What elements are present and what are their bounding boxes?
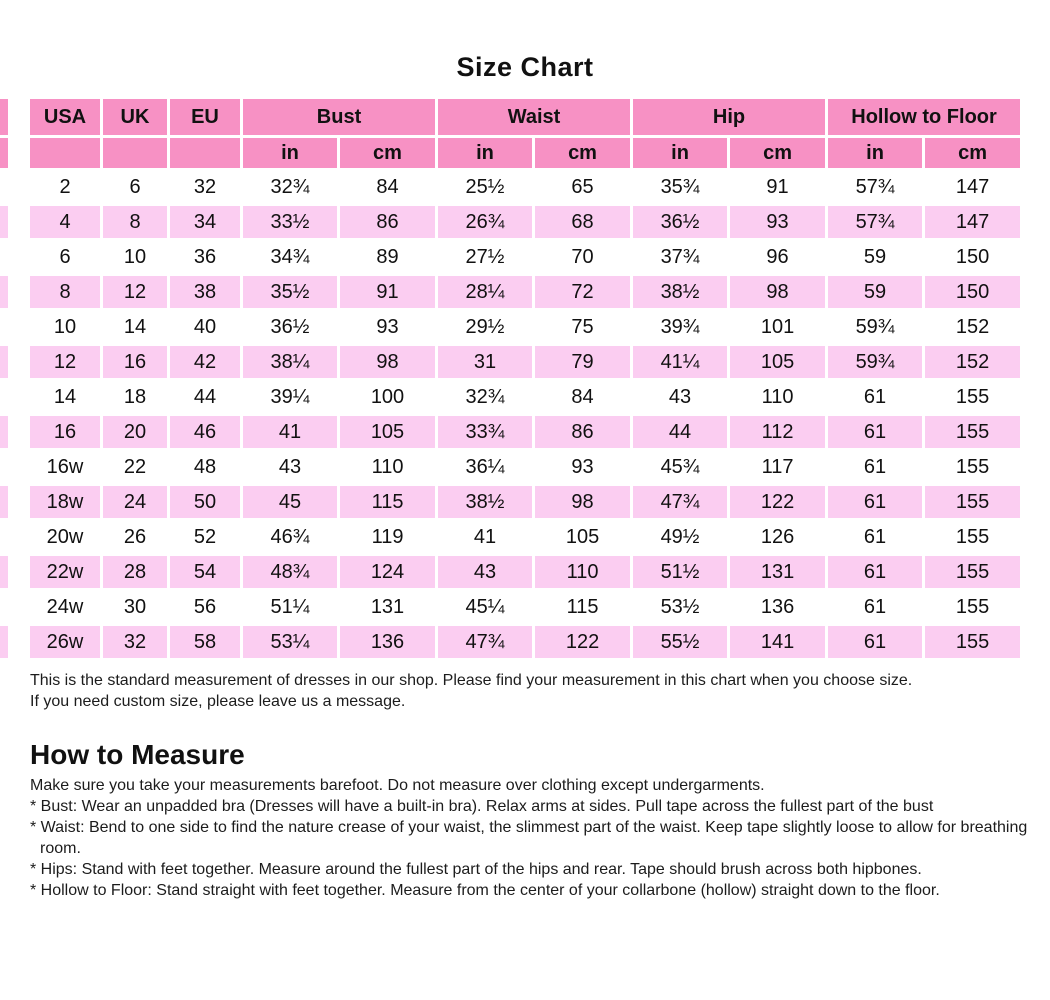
size-cell: 33½	[243, 206, 337, 238]
col-header-hollow-to-floor: Hollow to Floor	[828, 99, 1020, 135]
size-row-4	[30, 206, 1020, 238]
size-cell: 98	[730, 276, 825, 308]
size-row-10	[30, 311, 1020, 343]
size-cell: 84	[340, 171, 435, 203]
col-header-eu: EU	[170, 99, 240, 135]
size-cell: 61	[828, 556, 922, 588]
col-header-waist: Waist	[438, 99, 630, 135]
size-cell: 155	[925, 486, 1020, 518]
size-cell: 68	[535, 206, 630, 238]
size-cell: 136	[340, 626, 435, 658]
size-cell: 31	[438, 346, 532, 378]
edge-strip-segment	[0, 276, 8, 308]
size-cell: 39¾	[633, 311, 727, 343]
size-cell: 155	[925, 556, 1020, 588]
note-line-1: This is the standard measurement of dresses in our shop. Please find your measurement in this chart when you choose size.	[30, 672, 913, 689]
size-cell: 27½	[438, 241, 532, 273]
size-cell: 61	[828, 381, 922, 413]
size-cell: 38½	[438, 486, 532, 518]
size-cell: 32¾	[243, 171, 337, 203]
edge-strip-segment	[0, 521, 8, 553]
unit-header-cm: cm	[730, 138, 825, 168]
notes-block	[30, 670, 1030, 712]
size-cell: 152	[925, 346, 1020, 378]
size-cell: 45	[243, 486, 337, 518]
size-cell: 119	[340, 521, 435, 553]
size-cell: 51¼	[243, 591, 337, 623]
size-cell: 61	[828, 451, 922, 483]
edge-strip-segment	[0, 138, 8, 168]
size-cell: 53¼	[243, 626, 337, 658]
edge-strip-segment	[0, 486, 8, 518]
size-cell: 70	[535, 241, 630, 273]
size-cell: 72	[535, 276, 630, 308]
size-cell: 32	[170, 171, 240, 203]
edge-strip-segment	[0, 99, 8, 135]
size-cell: 22w	[30, 556, 100, 588]
size-cell: 59	[828, 241, 922, 273]
size-cell: 8	[30, 276, 100, 308]
edge-strip-segment	[0, 311, 8, 343]
size-row-26w	[30, 626, 1020, 658]
size-cell: 24	[103, 486, 167, 518]
size-cell: 38¼	[243, 346, 337, 378]
size-cell: 96	[730, 241, 825, 273]
size-cell: 131	[340, 591, 435, 623]
size-cell: 37¾	[633, 241, 727, 273]
size-cell: 155	[925, 381, 1020, 413]
size-cell: 141	[730, 626, 825, 658]
size-cell: 131	[730, 556, 825, 588]
size-cell: 44	[633, 416, 727, 448]
size-cell: 29½	[438, 311, 532, 343]
size-cell: 24w	[30, 591, 100, 623]
size-cell: 56	[170, 591, 240, 623]
unit-header-empty	[170, 138, 240, 168]
size-cell: 126	[730, 521, 825, 553]
size-cell: 4	[30, 206, 100, 238]
group-header-row	[30, 99, 1020, 135]
size-cell: 39¼	[243, 381, 337, 413]
size-cell: 93	[730, 206, 825, 238]
size-cell: 46	[170, 416, 240, 448]
size-cell: 89	[340, 241, 435, 273]
unit-header-in: in	[633, 138, 727, 168]
size-cell: 36¼	[438, 451, 532, 483]
size-cell: 18w	[30, 486, 100, 518]
size-cell: 53½	[633, 591, 727, 623]
size-row-6	[30, 241, 1020, 273]
note-line-2: If you need custom size, please leave us a message.	[30, 693, 406, 710]
size-cell: 110	[730, 381, 825, 413]
size-cell: 98	[535, 486, 630, 518]
size-cell: 152	[925, 311, 1020, 343]
size-cell: 57¾	[828, 171, 922, 203]
size-cell: 45¾	[633, 451, 727, 483]
edge-strip-segment	[0, 381, 8, 413]
measure-bullet-bust: * Bust: Wear an unpadded bra (Dresses will have a built-in bra). Relax arms at sides. Pull tape across the fullest part of the bust	[30, 798, 934, 815]
size-cell: 155	[925, 626, 1020, 658]
size-cell: 32¾	[438, 381, 532, 413]
size-cell: 57¾	[828, 206, 922, 238]
size-cell: 30	[103, 591, 167, 623]
size-cell: 79	[535, 346, 630, 378]
size-cell: 2	[30, 171, 100, 203]
size-cell: 150	[925, 241, 1020, 273]
size-cell: 16	[30, 416, 100, 448]
size-cell: 26w	[30, 626, 100, 658]
size-cell: 22	[103, 451, 167, 483]
size-cell: 16w	[30, 451, 100, 483]
size-cell: 14	[103, 311, 167, 343]
size-cell: 35¾	[633, 171, 727, 203]
size-cell: 48	[170, 451, 240, 483]
size-cell: 50	[170, 486, 240, 518]
size-cell: 155	[925, 521, 1020, 553]
size-cell: 26¾	[438, 206, 532, 238]
col-header-usa: USA	[30, 99, 100, 135]
size-chart-table	[27, 96, 1023, 661]
size-cell: 115	[340, 486, 435, 518]
size-cell: 32	[103, 626, 167, 658]
edge-strip-segment	[0, 241, 8, 273]
size-cell: 45¼	[438, 591, 532, 623]
size-cell: 47¾	[438, 626, 532, 658]
size-row-16	[30, 416, 1020, 448]
size-cell: 36	[170, 241, 240, 273]
size-cell: 43	[633, 381, 727, 413]
size-cell: 105	[535, 521, 630, 553]
edge-strip-segment	[0, 451, 8, 483]
size-cell: 36½	[633, 206, 727, 238]
page-title: Size Chart	[456, 52, 594, 82]
edge-strip-segment	[0, 556, 8, 588]
size-cell: 48¾	[243, 556, 337, 588]
size-cell: 155	[925, 451, 1020, 483]
size-row-12	[30, 346, 1020, 378]
size-cell: 6	[103, 171, 167, 203]
size-row-24w	[30, 591, 1020, 623]
edge-strip-segment	[0, 591, 8, 623]
size-cell: 100	[340, 381, 435, 413]
how-to-measure-block	[30, 775, 1030, 901]
col-header-uk: UK	[103, 99, 167, 135]
size-cell: 75	[535, 311, 630, 343]
size-cell: 47¾	[633, 486, 727, 518]
size-cell: 25½	[438, 171, 532, 203]
size-cell: 61	[828, 521, 922, 553]
measure-intro: Make sure you take your measurements barefoot. Do not measure over clothing except undergarments.	[30, 777, 765, 794]
edge-strip-segment	[0, 626, 8, 658]
edge-strip-segment	[0, 416, 8, 448]
size-cell: 101	[730, 311, 825, 343]
size-cell: 12	[30, 346, 100, 378]
size-cell: 59¾	[828, 311, 922, 343]
size-cell: 43	[243, 451, 337, 483]
size-cell: 28¼	[438, 276, 532, 308]
unit-header-cm: cm	[535, 138, 630, 168]
size-cell: 10	[103, 241, 167, 273]
size-cell: 40	[170, 311, 240, 343]
size-cell: 59	[828, 276, 922, 308]
size-row-20w	[30, 521, 1020, 553]
size-cell: 38	[170, 276, 240, 308]
size-cell: 44	[170, 381, 240, 413]
size-cell: 98	[340, 346, 435, 378]
size-cell: 6	[30, 241, 100, 273]
size-cell: 20	[103, 416, 167, 448]
unit-header-empty	[30, 138, 100, 168]
size-cell: 38½	[633, 276, 727, 308]
size-cell: 41	[438, 521, 532, 553]
unit-header-cm: cm	[340, 138, 435, 168]
size-cell: 42	[170, 346, 240, 378]
table-left-edge-artifact	[0, 96, 8, 661]
size-cell: 46¾	[243, 521, 337, 553]
size-cell: 122	[535, 626, 630, 658]
unit-header-cm: cm	[925, 138, 1020, 168]
size-row-18w	[30, 486, 1020, 518]
size-cell: 86	[535, 416, 630, 448]
size-cell: 36½	[243, 311, 337, 343]
size-cell: 61	[828, 626, 922, 658]
size-cell: 91	[730, 171, 825, 203]
size-cell: 124	[340, 556, 435, 588]
size-cell: 155	[925, 416, 1020, 448]
measure-bullet-hips: * Hips: Stand with feet together. Measure around the fullest part of the hips and rear. Tape should brush across both hipbones.	[30, 861, 922, 878]
size-cell: 86	[340, 206, 435, 238]
col-header-hip: Hip	[633, 99, 825, 135]
col-header-bust: Bust	[243, 99, 435, 135]
size-cell: 147	[925, 171, 1020, 203]
size-cell: 18	[103, 381, 167, 413]
size-cell: 115	[535, 591, 630, 623]
size-cell: 105	[730, 346, 825, 378]
how-to-measure-heading: How to Measure	[30, 739, 245, 770]
size-cell: 33¾	[438, 416, 532, 448]
size-cell: 35½	[243, 276, 337, 308]
size-cell: 122	[730, 486, 825, 518]
size-cell: 117	[730, 451, 825, 483]
size-cell: 155	[925, 591, 1020, 623]
size-cell: 49½	[633, 521, 727, 553]
size-cell: 10	[30, 311, 100, 343]
size-cell: 147	[925, 206, 1020, 238]
measure-bullet-hollow: * Hollow to Floor: Stand straight with feet together. Measure from the center of your collarbone (hollow) straight down to the floor.	[30, 882, 940, 899]
size-cell: 93	[340, 311, 435, 343]
size-cell: 136	[730, 591, 825, 623]
unit-header-row	[30, 138, 1020, 168]
edge-strip-segment	[0, 206, 8, 238]
size-cell: 8	[103, 206, 167, 238]
size-cell: 112	[730, 416, 825, 448]
size-cell: 110	[340, 451, 435, 483]
measure-bullet-waist: * Waist: Bend to one side to find the nature crease of your waist, the slimmest part of the waist. Keep tape slightly loose to allow for breathing room.	[30, 819, 1028, 857]
size-cell: 41	[243, 416, 337, 448]
edge-strip-segment	[0, 171, 8, 203]
size-cell: 65	[535, 171, 630, 203]
size-cell: 12	[103, 276, 167, 308]
size-cell: 105	[340, 416, 435, 448]
unit-header-empty	[103, 138, 167, 168]
size-cell: 59¾	[828, 346, 922, 378]
size-cell: 16	[103, 346, 167, 378]
size-cell: 150	[925, 276, 1020, 308]
edge-strip-segment	[0, 346, 8, 378]
size-cell: 110	[535, 556, 630, 588]
size-row-22w	[30, 556, 1020, 588]
size-cell: 26	[103, 521, 167, 553]
size-cell: 43	[438, 556, 532, 588]
size-cell: 41¼	[633, 346, 727, 378]
size-row-14	[30, 381, 1020, 413]
size-cell: 93	[535, 451, 630, 483]
unit-header-in: in	[438, 138, 532, 168]
size-cell: 20w	[30, 521, 100, 553]
size-cell: 61	[828, 416, 922, 448]
size-row-16w	[30, 451, 1020, 483]
size-cell: 51½	[633, 556, 727, 588]
unit-header-in: in	[828, 138, 922, 168]
size-cell: 34	[170, 206, 240, 238]
size-cell: 58	[170, 626, 240, 658]
size-cell: 52	[170, 521, 240, 553]
size-cell: 34¾	[243, 241, 337, 273]
size-cell: 54	[170, 556, 240, 588]
size-cell: 61	[828, 486, 922, 518]
size-row-8	[30, 276, 1020, 308]
size-cell: 14	[30, 381, 100, 413]
size-cell: 91	[340, 276, 435, 308]
size-cell: 28	[103, 556, 167, 588]
size-cell: 84	[535, 381, 630, 413]
size-cell: 61	[828, 591, 922, 623]
size-row-2	[30, 171, 1020, 203]
size-cell: 55½	[633, 626, 727, 658]
unit-header-in: in	[243, 138, 337, 168]
